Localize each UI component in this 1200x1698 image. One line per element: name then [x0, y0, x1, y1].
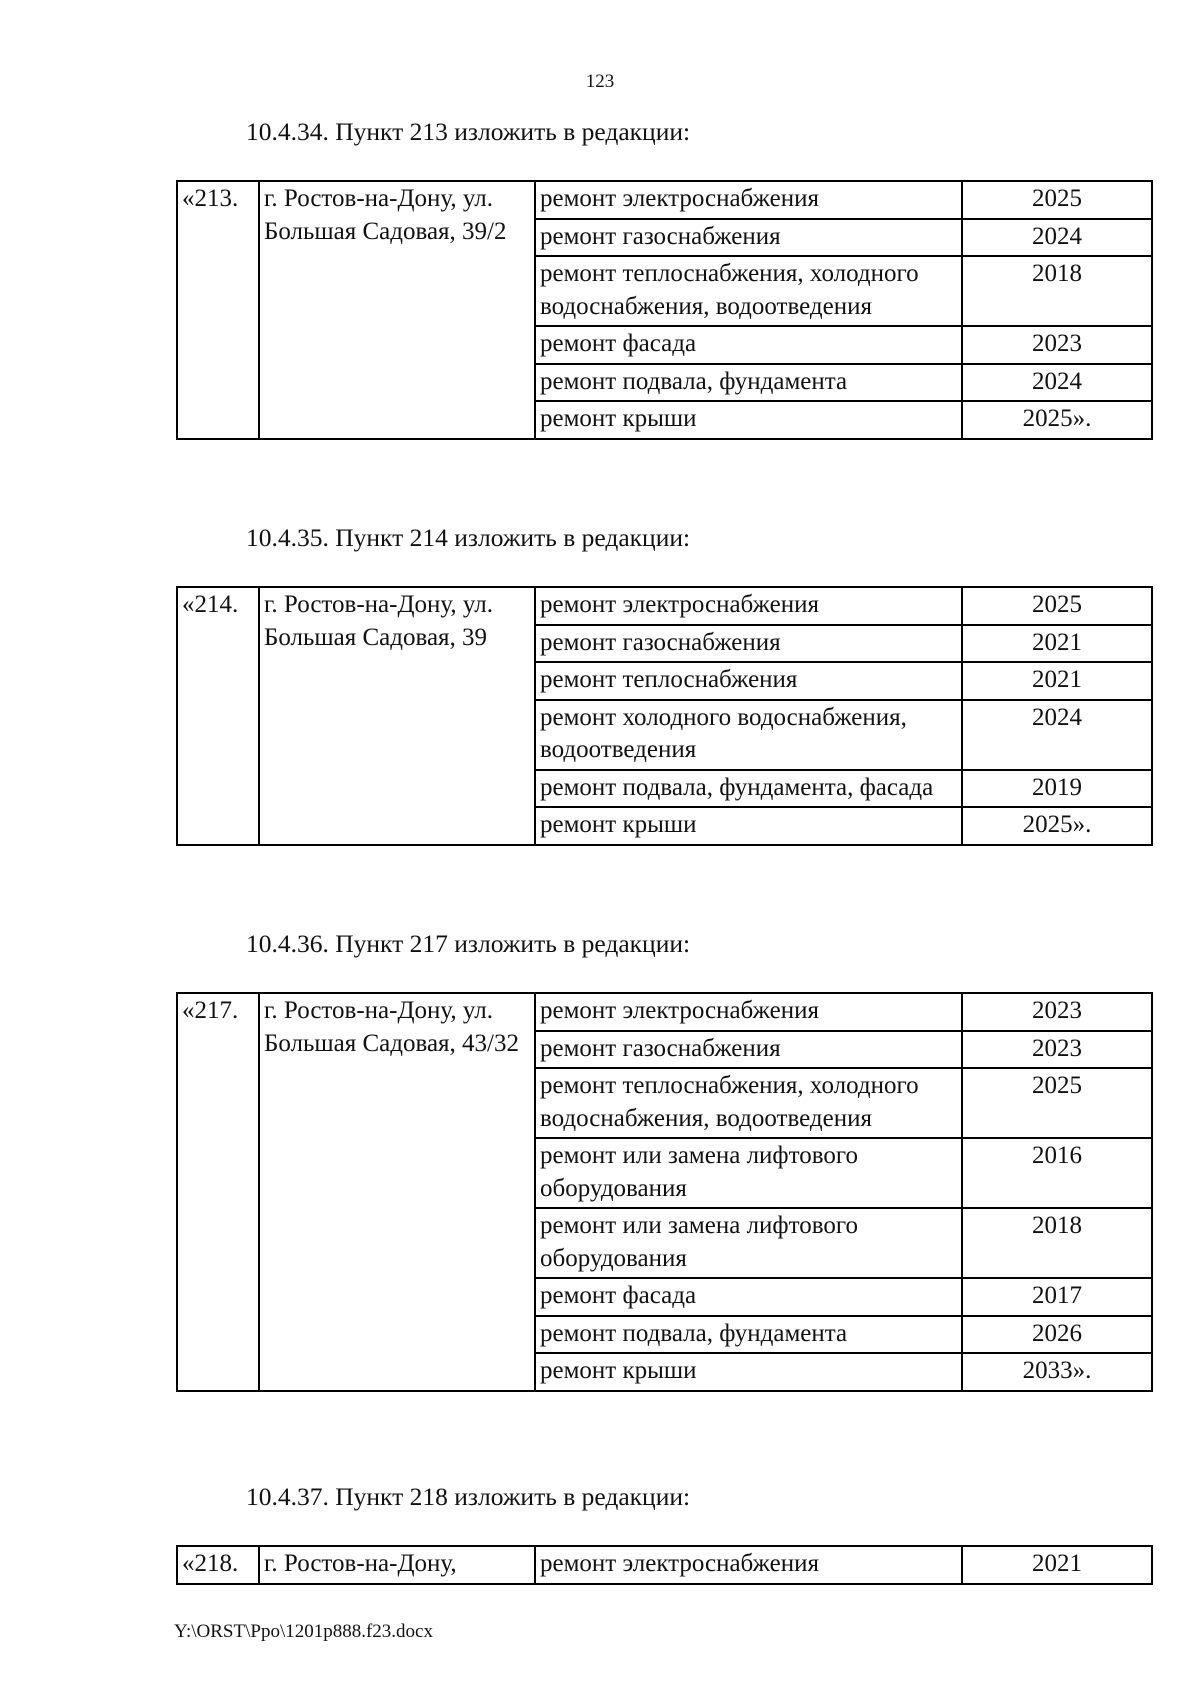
- amendment-heading: 10.4.36. Пункт 217 изложить в редакции:: [246, 929, 691, 958]
- amendment-heading: 10.4.35. Пункт 214 изложить в редакции:: [246, 523, 691, 552]
- item-number: «213.: [177, 181, 259, 439]
- year-cell: 2033».: [962, 1353, 1152, 1391]
- work-type-cell: ремонт газоснабжения: [535, 219, 962, 257]
- table-row: [177, 993, 1152, 1031]
- year-cell: 2025: [962, 587, 1152, 625]
- year-cell: 2017: [962, 1278, 1152, 1316]
- work-type-cell: ремонт фасада: [535, 326, 962, 364]
- amendment-table: [176, 180, 1153, 440]
- work-type-cell: ремонт крыши: [535, 401, 962, 439]
- work-type-cell: ремонт подвала, фундамента: [535, 364, 962, 402]
- year-cell: 2018: [962, 256, 1152, 326]
- page-number: 123: [585, 71, 615, 92]
- work-type-cell: ремонт теплоснабжения, холодного водоснабжения, водоотведения: [535, 1068, 962, 1138]
- year-cell: 2023: [962, 1031, 1152, 1069]
- work-type-cell: ремонт теплоснабжения, холодного водоснабжения, водоотведения: [535, 256, 962, 326]
- work-type-cell: ремонт холодного водоснабжения, водоотведения: [535, 700, 962, 770]
- work-type-cell: ремонт подвала, фундамента: [535, 1316, 962, 1354]
- work-type-cell: ремонт газоснабжения: [535, 1031, 962, 1069]
- table-row: [177, 587, 1152, 625]
- year-cell: 2021: [962, 662, 1152, 700]
- work-type-cell: ремонт фасада: [535, 1278, 962, 1316]
- work-type-cell: ремонт газоснабжения: [535, 625, 962, 663]
- year-cell: 2024: [962, 219, 1152, 257]
- year-cell: 2026: [962, 1316, 1152, 1354]
- year-cell: 2018: [962, 1208, 1152, 1278]
- work-type-cell: ремонт теплоснабжения: [535, 662, 962, 700]
- work-type-cell: ремонт электроснабжения: [535, 1546, 962, 1584]
- address-cell: г. Ростов-на-Дону, ул. Большая Садовая, 43/32: [259, 993, 535, 1391]
- address-cell: г. Ростов-на-Дону, ул. Большая Садовая, 39: [259, 587, 535, 845]
- work-type-cell: ремонт или замена лифтового оборудования: [535, 1208, 962, 1278]
- amendment-heading: 10.4.37. Пункт 218 изложить в редакции:: [246, 1482, 691, 1511]
- work-type-cell: ремонт крыши: [535, 807, 962, 845]
- year-cell: 2023: [962, 993, 1152, 1031]
- work-type-cell: ремонт электроснабжения: [535, 181, 962, 219]
- work-type-cell: ремонт или замена лифтового оборудования: [535, 1138, 962, 1208]
- amendment-table: [176, 992, 1153, 1392]
- year-cell: 2023: [962, 326, 1152, 364]
- table-row: [177, 1546, 1152, 1584]
- file-path-footer: Y:\ORST\Ppo\1201p888.f23.docx: [174, 1621, 433, 1642]
- work-type-cell: ремонт подвала, фундамента, фасада: [535, 770, 962, 808]
- year-cell: 2024: [962, 364, 1152, 402]
- address-cell: г. Ростов-на-Дону,: [259, 1546, 535, 1584]
- amendment-table: [176, 586, 1153, 846]
- item-number: «214.: [177, 587, 259, 845]
- item-number: «218.: [177, 1546, 259, 1584]
- year-cell: 2021: [962, 625, 1152, 663]
- item-number: «217.: [177, 993, 259, 1391]
- year-cell: 2025: [962, 1068, 1152, 1138]
- year-cell: 2024: [962, 700, 1152, 770]
- year-cell: 2016: [962, 1138, 1152, 1208]
- table-row: [177, 181, 1152, 219]
- year-cell: 2025: [962, 181, 1152, 219]
- year-cell: 2021: [962, 1546, 1152, 1584]
- amendment-heading: 10.4.34. Пункт 213 изложить в редакции:: [246, 117, 691, 146]
- year-cell: 2025».: [962, 807, 1152, 845]
- work-type-cell: ремонт электроснабжения: [535, 993, 962, 1031]
- work-type-cell: ремонт крыши: [535, 1353, 962, 1391]
- year-cell: 2025».: [962, 401, 1152, 439]
- work-type-cell: ремонт электроснабжения: [535, 587, 962, 625]
- address-cell: г. Ростов-на-Дону, ул. Большая Садовая, 39/2: [259, 181, 535, 439]
- year-cell: 2019: [962, 770, 1152, 808]
- amendment-table: [176, 1545, 1153, 1585]
